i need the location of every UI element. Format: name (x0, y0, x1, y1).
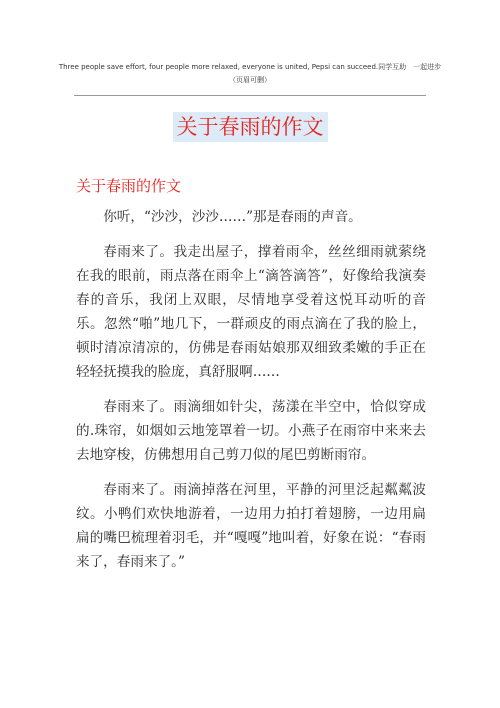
page-header-text: Three people save effort, four people more relaxed, everyone is united, Pepsi can succeed.同学互助 一起进步 (58, 63, 442, 71)
page-header-note: （页眉可删） (229, 76, 271, 84)
paragraph: 春雨来了。我走出屋子，撑着雨伞，丝丝细雨就萦绕在我的眼前，雨点落在雨伞上“滴答滴答”，好像给我演奏春的音乐，我闭上双眼，尽情地享受着这悦耳动听的音乐。忽然“啪”地几下，一群顽皮的雨点滴在了我的脸上，顿时清凉清凉的，仿佛是春雨姑娘那双细致柔嫩的手正在轻轻抚摸我的脸庞，真舒服啊…… (76, 244, 426, 380)
document-title-text: 关于春雨的作文 (173, 112, 328, 142)
paragraph: 你听，“沙沙，沙沙……”那是春雨的声音。 (103, 209, 362, 225)
document-body (76, 205, 426, 585)
document-title (0, 112, 500, 142)
paragraph: 春雨来了。雨滴细如针尖，荡漾在半空中，恰似穿成的.珠帘，如烟如云地笼罩着一切。小燕子在雨帘中来来去去地穿梭，仿佛想用自己剪刀似的尾巴剪断雨帘。 (76, 399, 426, 463)
section-heading: 关于春雨的作文 (76, 177, 182, 195)
header-divider (74, 95, 426, 96)
paragraph: 春雨来了。雨滴掉落在河里，平静的河里泛起粼粼波纹。小鸭们欢快地游着，一边用力拍打着翅膀，一边用扁扁的嘴巴梳理着羽毛，并“嘎嘎”地叫着，好象在说：“春雨来了，春雨来了。” (76, 482, 426, 570)
